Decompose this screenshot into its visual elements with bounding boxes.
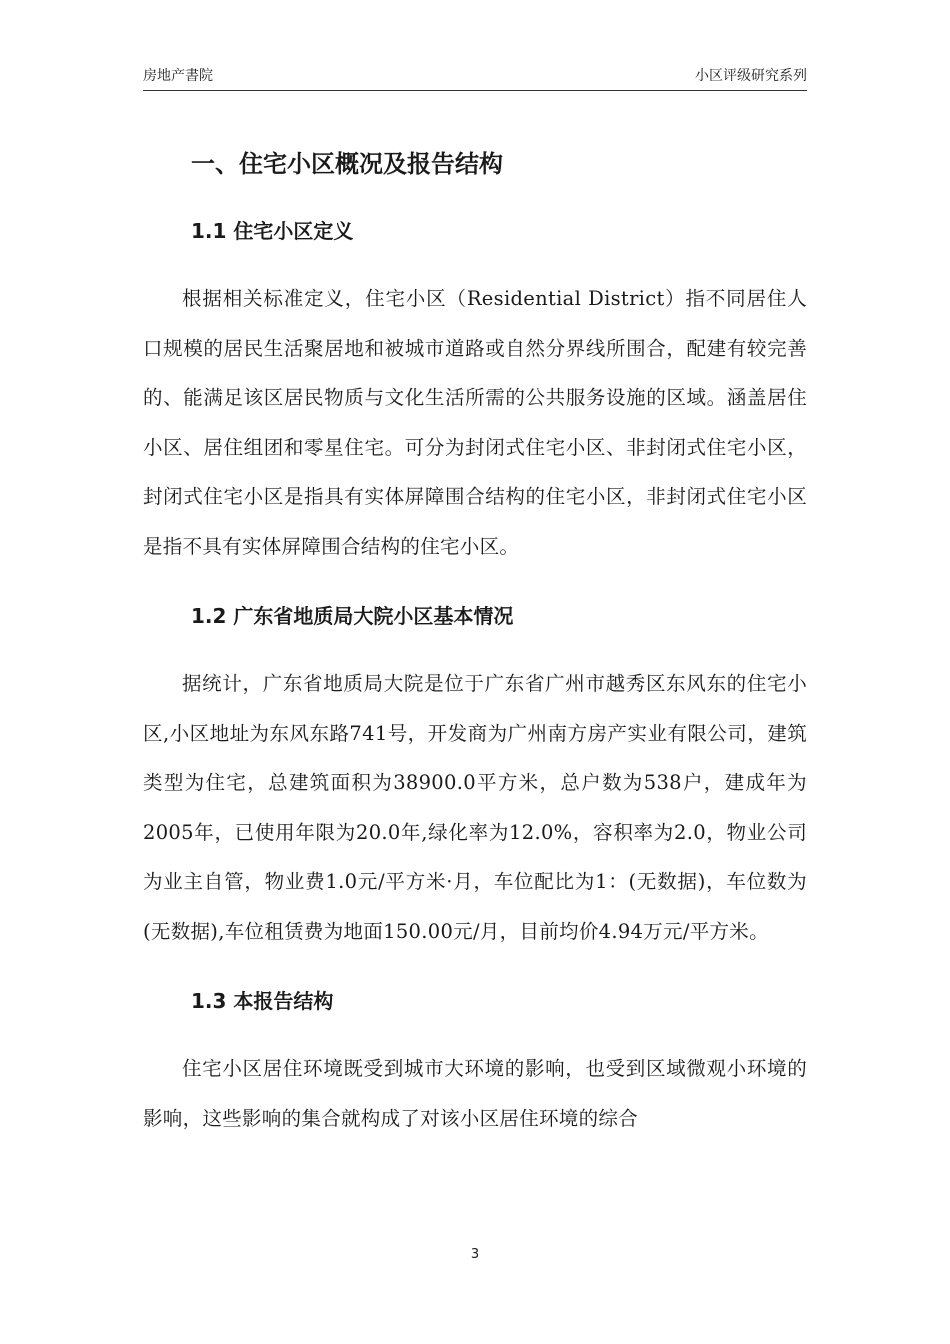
subsection-title-1-1: 1.1 住宅小区定义 — [191, 219, 354, 243]
header-series-title: 小区评级研究系列 — [695, 68, 807, 84]
subsection-title-1-2: 1.2 广东省地质局大院小区基本情况 — [191, 604, 514, 628]
page-header — [143, 66, 807, 91]
document-body — [143, 130, 807, 1143]
paragraph-basic-info: 据统计，广东省地质局大院是位于广东省广州市越秀区东风东的住宅小区,小区地址为东风东路741号，开发商为广州南方房产实业有限公司，建筑类型为住宅，总建筑面积为38900.0平方米，总户数为538户，建成年为2005年，已使用年限为20.0年,绿化率为12.0%，容积率为2.0，物业公司为业主自管，物业费1.0元/平方米·月，车位配比为1：(无数据)，车位数为(无数据),车位租赁费为地面150.00元/月，目前均价4.94万元/平方米。 — [143, 672, 807, 943]
paragraph-definition: 根据相关标准定义，住宅小区（Residential District）指不同居住人口规模的居民生活聚居地和被城市道路或自然分界线所围合，配建有较完善的、能满足该区居民物质与文化生活所需的公共服务设施的区域。涵盖居住小区、居住组团和零星住宅。可分为封闭式住宅小区、非封闭式住宅小区，封闭式住宅小区是指具有实体屏障围合结构的住宅小区，非封闭式住宅小区是指不具有实体屏障围合结构的住宅小区。 — [143, 287, 807, 558]
paragraph-report-structure: 住宅小区居住环境既受到城市大环境的影响，也受到区域微观小环境的影响，这些影响的集合就构成了对该小区居住环境的综合 — [143, 1057, 807, 1130]
section-title: 一、住宅小区概况及报告结构 — [191, 150, 503, 178]
page-number: 3 — [470, 1247, 480, 1262]
subsection-title-1-3: 1.3 本报告结构 — [191, 989, 334, 1013]
header-publisher: 房地产書院 — [143, 68, 213, 84]
